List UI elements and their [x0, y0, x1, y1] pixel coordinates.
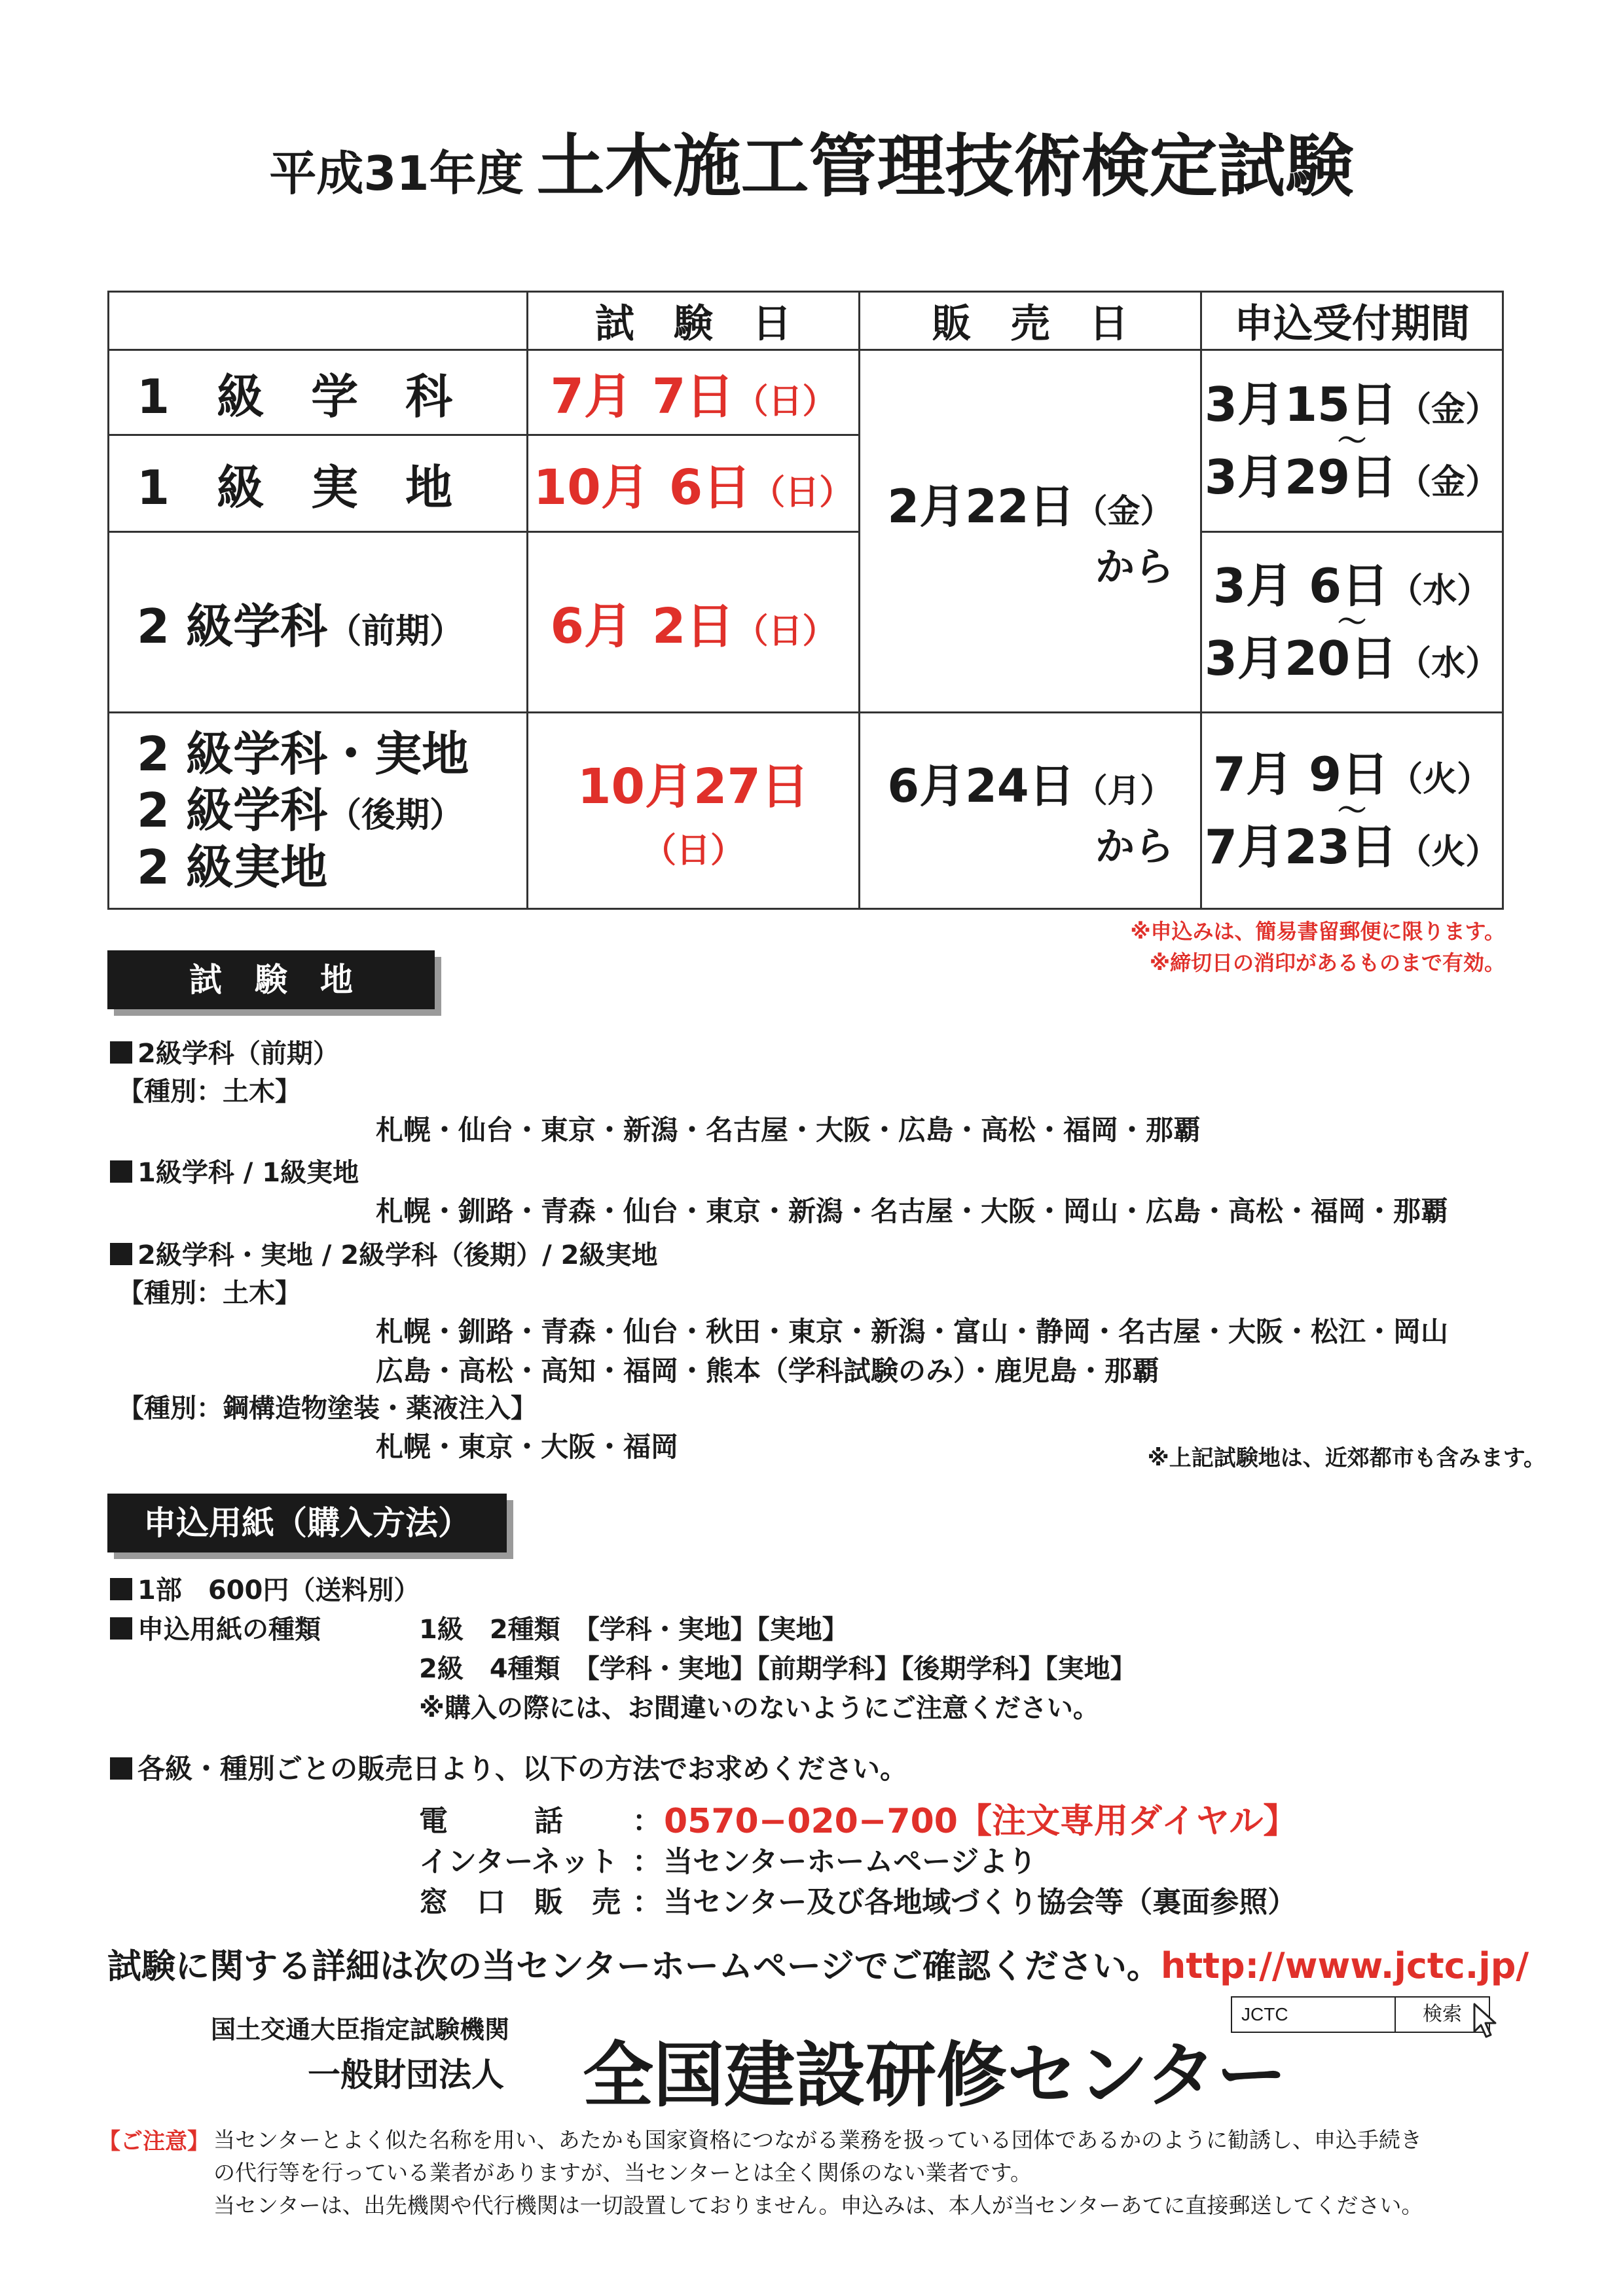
homepage-url[interactable]: http://www.jctc.jp/ [1160, 1945, 1529, 1986]
sale-from: から [1095, 824, 1174, 870]
exam-weekday: （日） [734, 611, 837, 651]
header-sale-date: 販 売 日 [860, 292, 1201, 350]
application-period-cell [1201, 350, 1503, 532]
forms-price: 1部 600円（送料別） [110, 1570, 420, 1607]
exam-weekday: （日） [734, 382, 837, 422]
sites-group2-title: 1級学科 / 1級実地 [110, 1152, 359, 1189]
sites-group1-cities: 札幌・仙台・東京・新潟・名古屋・大阪・広島・高松・福岡・那覇 [376, 1114, 1201, 1146]
sites-group2-cities: 札幌・釧路・青森・仙台・東京・新潟・名古屋・大阪・岡山・広島・高松・福岡・那覇 [376, 1195, 1449, 1227]
exam-date [528, 435, 860, 532]
row-label: 2 級学科・実地 2 級学科（後期） 2 級実地 [109, 713, 528, 909]
sites-group1-type: 【種別：土木】 [118, 1077, 301, 1107]
search-button[interactable]: 検索 [1423, 2003, 1462, 2026]
table-row [109, 532, 1503, 713]
forms-colon: ： [632, 1804, 661, 1838]
forms-internet-value: 当センターホームページより [664, 1845, 1037, 1878]
exam-day: 6日 [668, 459, 752, 516]
period-end: 3月29日（金） [1204, 450, 1500, 505]
square-bullet-icon [110, 1757, 132, 1780]
exam-date [528, 713, 860, 909]
sale-from: から [1095, 545, 1174, 590]
exam-day: 27日 [693, 758, 809, 815]
exam-date [528, 350, 860, 435]
forms-method-intro: 各級・種別ごとの販売日より、以下の方法でお求めください。 [110, 1748, 907, 1787]
table-row [109, 350, 1503, 435]
sale-date-cell [860, 713, 1201, 909]
sites-group3-type1: 【種別：土木】 [118, 1278, 301, 1308]
square-bullet-icon [110, 1243, 132, 1265]
square-bullet-icon [110, 1617, 132, 1640]
square-bullet-icon [110, 1578, 132, 1600]
forms-caution: ※購入の際には、お間違いのないようにご注意ください。 [419, 1693, 1099, 1723]
period-tilde: ～ [1338, 793, 1366, 827]
application-period-cell [1201, 532, 1503, 713]
table-header-row [109, 292, 1503, 350]
title-year: 平成31年度 [269, 146, 524, 201]
header-exam-date: 試 験 日 [528, 292, 860, 350]
notice-label: 【ご注意】 [98, 2128, 210, 2155]
exam-day: 2日 [651, 598, 735, 655]
header-blank [109, 292, 528, 350]
period-tilde: ～ [1338, 423, 1366, 457]
page-title [0, 111, 1623, 209]
sale-date-cell [860, 350, 1201, 713]
cursor-arrow-icon [1472, 2001, 1501, 2041]
sites-group3-cities3: 札幌・東京・大阪・福岡 [376, 1431, 679, 1463]
forms-types-label: 申込用紙の種類 [110, 1609, 321, 1646]
forms-counter-value: 当センター及び各地域づくり協会等（裏面参照） [664, 1886, 1297, 1919]
exam-month: 10月 [577, 758, 693, 815]
section-header-forms: 申込用紙（購入方法） [107, 1494, 507, 1552]
sites-group3-title: 2級学科・実地 / 2級学科（後期）/ 2級実地 [110, 1234, 658, 1272]
sites-group3-cities2: 広島・高松・高知・福岡・熊本（学科試験のみ）・鹿児島・那覇 [376, 1355, 1160, 1387]
exam-day: 7日 [651, 368, 735, 425]
schedule-table [107, 291, 1504, 910]
forms-type1: 1級 2種類 【学科・実地】【実地】 [419, 1615, 848, 1645]
application-period-cell [1201, 713, 1503, 909]
row-label: 2 級学科（前期） [109, 532, 528, 713]
forms-counter-label: 窓 口 販 売 [419, 1886, 621, 1919]
table-note-1: ※申込みは、簡易書留郵便に限ります。 [1130, 919, 1505, 944]
sites-note: ※上記試験地は、近郊都市も含みます。 [1147, 1445, 1546, 1471]
period-start: 7月 9日（火） [1213, 746, 1491, 802]
exam-month: 10月 [533, 459, 649, 516]
sites-group1-title: 2級学科（前期） [110, 1033, 339, 1070]
forms-type2: 2級 4種類 【学科・実地】【前期学科】【後期学科】【実地】 [419, 1654, 1137, 1684]
sale-date: 2月22日（金） [887, 480, 1173, 533]
notice-line1: 当センターとよく似た名称を用い、あたかも国家資格につながる業務を扱っている団体であるかのように勧誘し、申込手続き [213, 2127, 1423, 2153]
exam-date [528, 532, 860, 713]
square-bullet-icon [110, 1041, 132, 1064]
notice-line3: 当センターは、出先機関や代行機関は一切設置しておりません。申込みは、本人が当センターあてに直接郵送してください。 [213, 2193, 1423, 2218]
org-line1: 国土交通大臣指定試験機関 [211, 2015, 510, 2044]
exam-weekday: （日） [642, 831, 744, 870]
org-name: 全国建設研修センター [583, 2034, 1287, 2117]
exam-month: 7月 [550, 368, 632, 425]
forms-colon: ： [632, 1886, 661, 1919]
period-start: 3月 6日（水） [1213, 558, 1491, 613]
org-line2: 一般財団法人 [308, 2055, 504, 2094]
forms-phone-value[interactable]: 0570−020−700【注文専用ダイヤル】 [664, 1802, 1298, 1841]
header-application-period: 申込受付期間 [1201, 292, 1503, 350]
section-header-exam-sites: 試 験 地 [107, 950, 435, 1009]
forms-colon: ： [632, 1845, 661, 1878]
forms-internet-label: インターネット [419, 1845, 619, 1878]
exam-weekday: （日） [751, 473, 854, 512]
notice-line2: の代行等を行っている業者がありますが、当センターとは全く関係のない業者です。 [213, 2160, 1032, 2185]
period-tilde: ～ [1338, 605, 1366, 639]
square-bullet-icon [110, 1160, 132, 1183]
exam-month: 6月 [550, 598, 632, 655]
period-end: 7月23日（火） [1204, 819, 1500, 875]
period-end: 3月20日（水） [1204, 631, 1500, 687]
period-start: 3月15日（金） [1204, 376, 1500, 432]
homepage-text: 試験に関する詳細は次の当センターホームページでご確認ください。 [107, 1947, 1161, 1986]
forms-phone-label: 電 話 [419, 1804, 563, 1838]
table-row [109, 713, 1503, 909]
sites-group3-cities1: 札幌・釧路・青森・仙台・秋田・東京・新潟・富山・静岡・名古屋・大阪・松江・岡山 [376, 1316, 1449, 1348]
sites-group3-type2: 【種別：鋼構造物塗装・薬液注入】 [118, 1393, 537, 1424]
title-main: 土木施工管理技術検定試験 [536, 126, 1354, 206]
row-label: 1 級 学 科 [109, 350, 528, 435]
search-input[interactable]: JCTC [1232, 1998, 1396, 2032]
row-label: 1 級 実 地 [109, 435, 528, 532]
table-note-2: ※締切日の消印があるものまで有効。 [1149, 950, 1505, 975]
homepage-line [107, 1939, 1529, 1988]
sale-date: 6月24日（月） [887, 759, 1173, 813]
